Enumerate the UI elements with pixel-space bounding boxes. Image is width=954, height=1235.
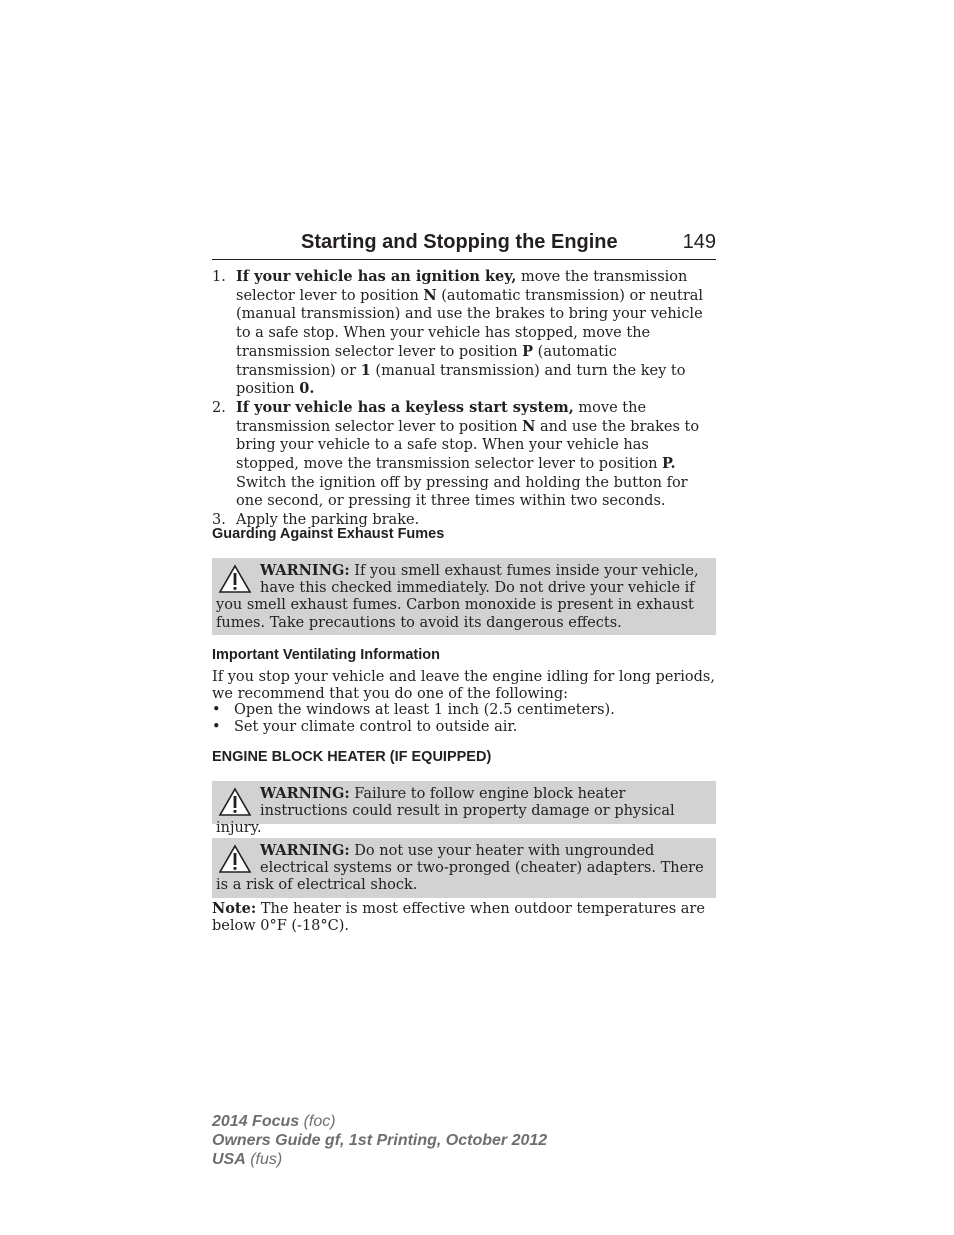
footer-market: USA [212,1151,246,1168]
footer-line-model [212,1112,547,1131]
warning-text: Do not use your heater with ungrounded electrical systems or two-pronged (cheater) adapters. There is a risk of electrical shock. [216,843,704,894]
exhaust-heading: Guarding Against Exhaust Fumes [212,526,445,542]
warning-triangle-icon [218,844,252,876]
step-text: Apply the parking brake. [236,512,420,529]
footer-edition: Owners Guide gf, 1st Printing, October 2012 [212,1132,548,1149]
step-bold: 1 [360,361,371,379]
heater-warning-box-2 [212,838,716,898]
exhaust-warning-box [212,558,716,635]
ventilating-intro: If you stop your vehicle and leave the engine idling for long periods, we recommend that you do one of the following: [212,669,715,702]
warning-label: WARNING: [260,842,350,859]
step-text: move the transmission selector lever to position [236,399,647,435]
bullet-text: Open the windows at least 1 inch (2.5 centimeters). [234,702,615,718]
heater-note [212,901,716,934]
step-item [212,268,716,399]
ventilating-bullets [212,702,716,735]
bullet-text: Set your climate control to outside air. [234,718,518,735]
heater-heading: ENGINE BLOCK HEATER (IF EQUIPPED) [212,749,492,765]
page-number: 149 [682,231,716,253]
stopping-steps-list [212,268,716,530]
note-text: The heater is most effective when outdoor temperatures are below 0°F (-18°C). [212,901,705,934]
page-footer [212,1112,547,1169]
warning-label: WARNING: [260,562,350,579]
page-header [212,229,716,260]
page-title: Starting and Stopping the Engine [301,231,618,253]
ventilating-heading: Important Ventilating Information [212,647,440,663]
list-item [212,719,716,736]
footer-line-edition [212,1131,547,1150]
warning-triangle-icon [218,564,252,596]
footer-line-market [212,1150,547,1169]
bullet-icon: • [212,718,221,735]
bullet-icon: • [212,702,221,718]
step-text: (manual transmission) and turn the key to position [236,362,686,398]
note-label: Note: [212,900,257,917]
warning-text: If you smell exhaust fumes inside your vehicle, have this checked immediately. Do not drive your vehicle if you smell exhaust fumes. Carbon monoxide is present in exhaust fumes. Take precautions to avoid its dangerous effects. [216,563,699,631]
step-bold: 0. [299,380,315,398]
footer-model: 2014 Focus [212,1113,300,1130]
step-bold: N [522,417,536,435]
step-number: 2. [212,399,226,416]
list-item [212,702,716,719]
ventilating-content [212,669,716,735]
step-text: (automatic transmission) or [236,343,617,379]
step-number: 1. [212,269,226,285]
heater-warning-box-1 [212,781,716,837]
footer-model-code: (foc) [299,1113,336,1130]
step-bold: P. [662,455,676,473]
step-bold: P [522,342,534,360]
warning-triangle-icon [218,787,252,819]
warning-text: Failure to follow engine block heater instructions could result in property damage or physical injury. [216,786,675,837]
step-bold: N [423,286,437,304]
step-item [212,399,716,511]
step-text: move the transmission selector lever to position [236,269,688,304]
footer-market-code: (fus) [245,1151,283,1168]
step-text: Switch the ignition off by pressing and holding the button for one second, or pressing it three times within two seconds. [236,474,688,510]
warning-label: WARNING: [260,785,350,802]
step-lead: If your vehicle has an ignition key, [236,268,517,285]
step-lead: If your vehicle has a keyless start system, [236,398,574,416]
step-text: and use the brakes to bring your vehicle to a safe stop. When your vehicle has stopped, move the transmission selector lever to position [236,418,700,473]
step-text: (automatic transmission) or neutral (manual transmission) and use the brakes to bring your vehicle to a safe stop. When your vehicle has stopped, move the transmission selector lever to position [236,287,704,360]
step-number: 3. [212,512,226,529]
